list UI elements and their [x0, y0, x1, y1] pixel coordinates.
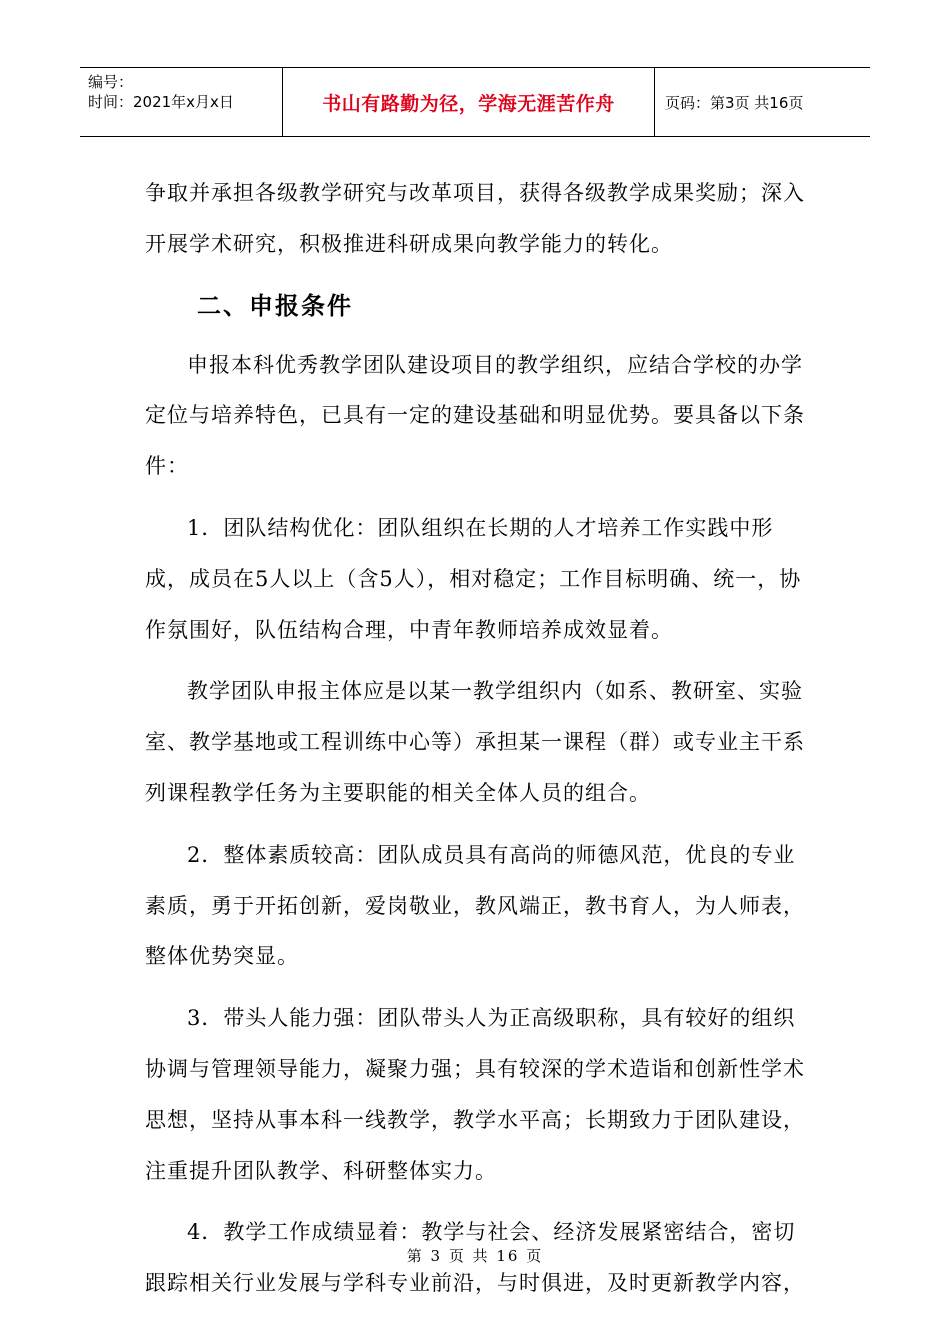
condition-item-2: 2．整体素质较高：团队成员具有高尚的师德风范，优良的专业素质，勇于开拓创新，爱岗敬业，教风端正，教书育人，为人师表，整体优势突显。 [145, 842, 805, 969]
condition-item-3: 3．带头人能力强：团队带头人为正高级职称，具有较好的组织协调与管理领导能力，凝聚力强；具有较深的学术造诣和创新性学术思想，坚持从事本科一线教学，教学水平高；长期致力于团队建设，注重提升团队教学、科研整体实力。 [145, 1006, 805, 1183]
header-meta [80, 68, 283, 136]
page-header [80, 67, 870, 137]
paragraph-team-subject: 教学团队申报主体应是以某一教学组织内（如系、教研室、实验室、教学基地或工程训练中心等）承担某一课程（群）或专业主干系列课程教学任务为主要职能的相关全体人员的组合。 [145, 679, 805, 805]
time-label: 时间：2021年x月x日 [88, 93, 234, 111]
number-label: 编号： [88, 73, 134, 91]
paragraph-intro: 争取并承担各级教学研究与改革项目，获得各级教学成果奖励；深入开展学术研究，积极推进科研成果向教学能力的转化。 [145, 181, 805, 256]
section-heading-conditions: 二、申报条件 [197, 291, 353, 320]
header-page-info: 页码：第3页 共16页 [665, 93, 804, 112]
document-body [145, 168, 810, 1320]
condition-item-4: 4．教学工作成绩显着：教学与社会、经济发展紧密结合，密切跟踪相关行业发展与学科专业前沿，与时俱进，及时更新教学内容， [145, 1220, 805, 1296]
condition-item-1: 1．团队结构优化：团队组织在长期的人才培养工作实践中形成，成员在5人以上（含5人），相对稳定；工作目标明确、统一，协作氛围好，队伍结构合理，中青年教师培养成效显着。 [145, 515, 802, 642]
header-motto: 书山有路勤为径，学海无涯苦作舟 [283, 68, 655, 136]
paragraph-conditions: 申报本科优秀教学团队建设项目的教学组织，应结合学校的办学定位与培养特色，已具有一定的建设基础和明显优势。要具备以下条件： [145, 352, 805, 479]
page-footer: 第 3 页 共 16 页 [406, 1247, 544, 1265]
